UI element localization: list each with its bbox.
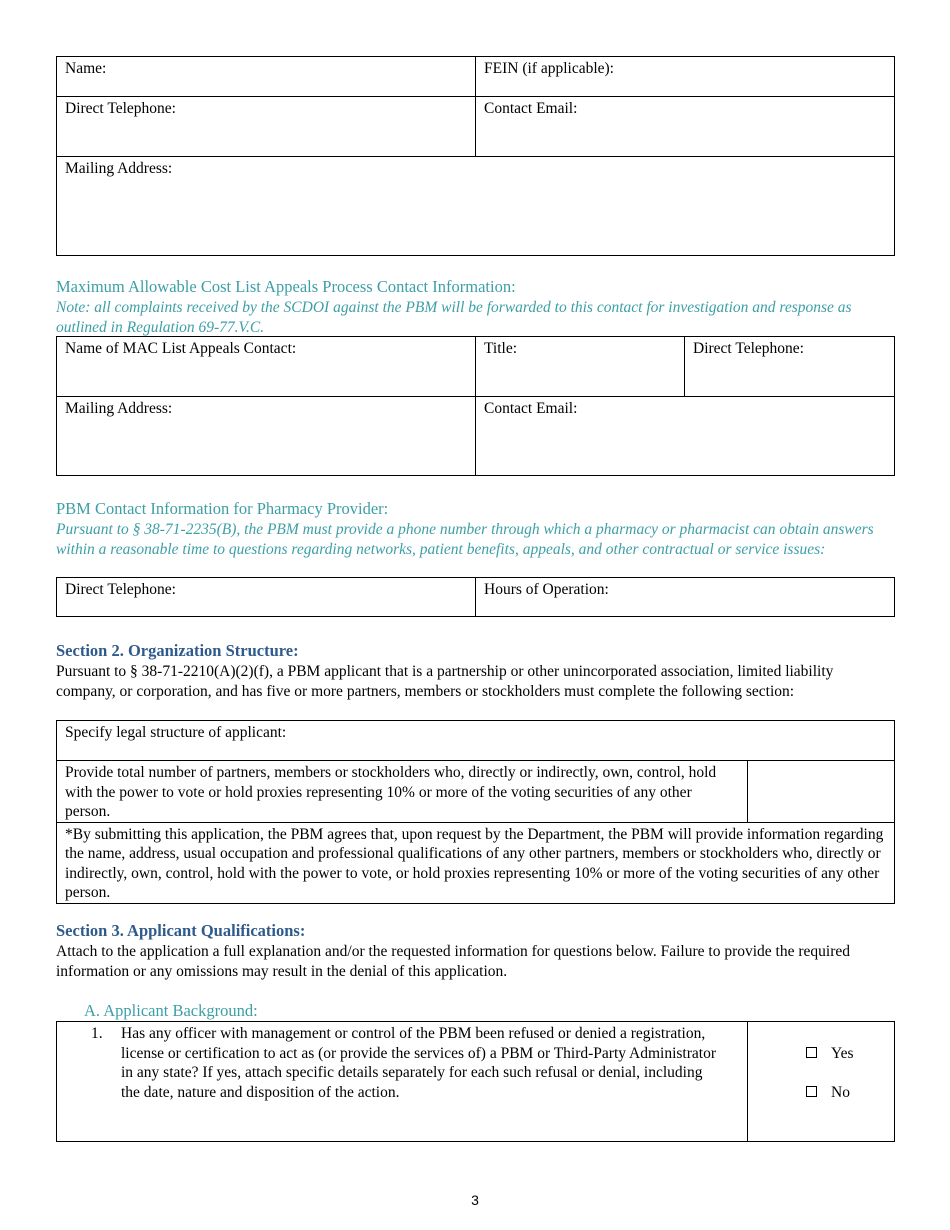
hours-of-operation-field[interactable]: Hours of Operation:	[476, 578, 895, 617]
applicant-background-table	[56, 1021, 895, 1142]
section2-intro: Pursuant to § 38-71-2210(A)(2)(f), a PBM applicant that is a partnership or other unincorporated association, limited liability company, or corporation, and has five or more partners, members or stockholders must complete the following section:	[56, 663, 834, 700]
yes-label: Yes	[831, 1045, 854, 1062]
mac-title-field[interactable]: Title:	[476, 337, 685, 397]
mac-name-field[interactable]: Name of MAC List Appeals Contact:	[57, 337, 476, 397]
question-1	[57, 1022, 748, 1142]
mac-heading: Maximum Allowable Cost List Appeals Process Contact Information:	[56, 277, 516, 296]
pharmacy-heading: PBM Contact Information for Pharmacy Provider:	[56, 499, 389, 518]
question-1-text: Has any officer with management or control of the PBM been refused or denied a registration, license or certification to act as (or provide the services of) a PBM or Third-Party Administrator in any state? If yes, attach specific details separately for each such refusal or denial, including the date, nature and disposition of the action.	[121, 1025, 717, 1101]
mac-note: Note: all complaints received by the SCDOI against the PBM will be forwarded to this contact for investigation and response as outlined in Regulation 69-77.V.C.	[56, 299, 852, 336]
question-1-number: 1.	[91, 1025, 103, 1042]
no-label: No	[831, 1084, 850, 1101]
name-field[interactable]: Name:	[57, 57, 476, 97]
direct-telephone-field[interactable]: Direct Telephone:	[57, 97, 476, 157]
mac-telephone-field[interactable]: Direct Telephone:	[685, 337, 895, 397]
total-number-label: Provide total number of partners, members or stockholders who, directly or indirectly, own, control, hold with the power to vote or hold proxies representing 10% or more of the voting securities of any other person.	[57, 761, 748, 823]
agreement-text: *By submitting this application, the PBM agrees that, upon request by the Department, the PBM will provide information regarding the name, address, usual occupation and professional qualifications of any other partners, members or stockholders who, directly or indirectly, own, control, hold with the power to vote, or hold proxies representing 10% or more of the voting securities of any other person.	[57, 822, 895, 903]
legal-structure-field[interactable]: Specify legal structure of applicant:	[57, 721, 895, 761]
no-option[interactable]	[806, 1083, 886, 1103]
mac-mailing-field[interactable]: Mailing Address:	[57, 397, 476, 476]
no-checkbox[interactable]	[806, 1086, 817, 1097]
page-number: 3	[471, 1192, 479, 1208]
applicant-background-heading: A. Applicant Background:	[84, 1001, 258, 1020]
contact-email-field[interactable]: Contact Email:	[476, 97, 895, 157]
org-structure-table	[56, 720, 895, 904]
pharmacy-telephone-field[interactable]: Direct Telephone:	[57, 578, 476, 617]
contact-info-table	[56, 56, 895, 256]
fein-field[interactable]: FEIN (if applicable):	[476, 57, 895, 97]
section3-intro: Attach to the application a full explanation and/or the requested information for questions below. Failure to provide the required information or any omissions may result in the denial of this application.	[56, 943, 850, 980]
yes-option[interactable]	[806, 1044, 886, 1064]
yes-checkbox[interactable]	[806, 1047, 817, 1058]
mac-email-field[interactable]: Contact Email:	[476, 397, 895, 476]
mac-contact-table	[56, 336, 895, 476]
section2-heading: Section 2. Organization Structure:	[56, 641, 299, 660]
pharmacy-note: Pursuant to § 38-71-2235(B), the PBM must provide a phone number through which a pharmacy or pharmacist can obtain answers within a reasonable time to questions regarding networks, patient benefits, appeals, and other contractual or service issues:	[56, 521, 874, 558]
total-number-input[interactable]	[748, 761, 895, 823]
pharmacy-contact-table	[56, 577, 895, 617]
mailing-address-field[interactable]: Mailing Address:	[57, 157, 895, 256]
section3-heading: Section 3. Applicant Qualifications:	[56, 921, 306, 940]
question-1-answer	[748, 1022, 895, 1142]
